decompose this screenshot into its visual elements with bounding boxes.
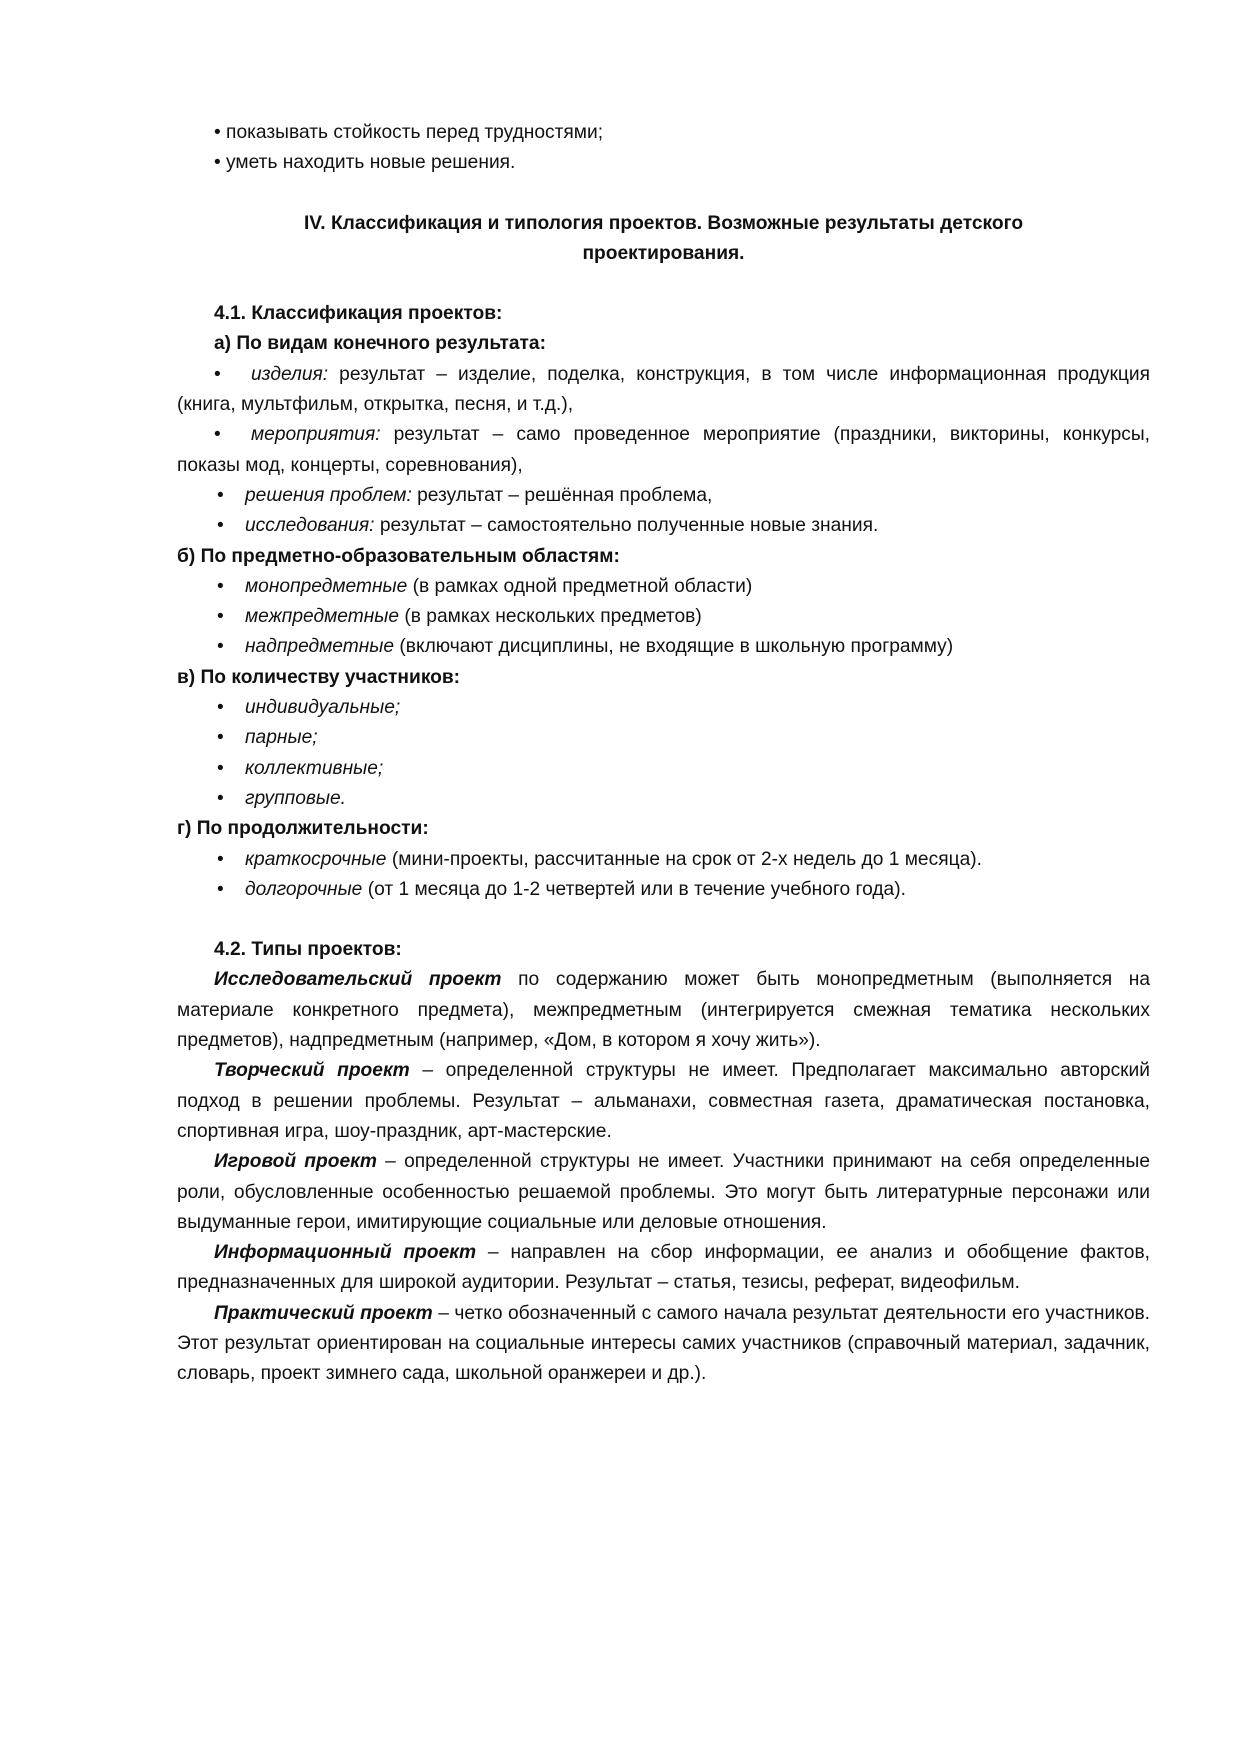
list-item — [177, 723, 1150, 753]
project-type-term: Практический проект — [214, 1302, 433, 1324]
section-title: IV. Классификация и типология проектов. Возможные результаты детского проектирования. — [303, 212, 1024, 264]
item-text: (мини-проекты, рассчитанные на срок от 2-х недель до 1 месяца). — [386, 848, 982, 870]
project-type-paragraph — [177, 1238, 1150, 1299]
list-item — [177, 420, 1150, 481]
project-type-term: Игровой проект — [214, 1151, 377, 1173]
bullet-icon: • — [214, 363, 221, 385]
bullet-icon: • — [217, 878, 224, 900]
bullet-icon: • — [217, 606, 224, 628]
item-term: надпредметные — [245, 636, 395, 658]
item-text: результат – изделие, поделка, конструкция, в том числе информационная продукция (книга, мультфильм, открытка, песня, и т.д.), — [177, 363, 1150, 416]
project-type-paragraph — [177, 1299, 1150, 1390]
project-type-term: Информационный проект — [214, 1242, 477, 1264]
group-heading-a: а) По видам конечного результата: — [214, 333, 546, 355]
project-type-paragraph — [177, 1147, 1150, 1238]
list-item — [177, 875, 1150, 905]
list-item — [177, 360, 1150, 421]
project-type-term: Исследовательский проект — [214, 969, 502, 991]
item-term: межпредметные — [245, 606, 400, 628]
bullet-icon: • — [217, 697, 224, 719]
bullet-icon: • — [217, 636, 224, 658]
spacer — [177, 905, 1150, 935]
list-item — [177, 632, 1150, 662]
project-type-text: – определенной структуры не имеет. Участники принимают на себя определенные роли, обусловленные особенностью решаемой проблемы. Это могут быть литературные персонажи или выдуманные герои, имитирующие социальные или деловые отношения. — [177, 1151, 1150, 1233]
project-type-term: Творческий проект — [214, 1060, 410, 1082]
bullet-icon: • — [217, 787, 224, 809]
item-text: результат – самостоятельно полученные новые знания. — [374, 515, 879, 537]
list-item — [177, 845, 1150, 875]
bullet-icon: • — [217, 484, 224, 506]
item-term: решения проблем: — [245, 484, 412, 506]
list-item — [177, 693, 1150, 723]
item-term: долгорочные — [245, 878, 363, 900]
bullet-icon: • — [217, 848, 224, 870]
project-type-text: – определенной структуры не имеет. Предполагает максимально авторский подход в решении проблемы. Результат – альманахи, совместная газета, драматическая постановка, спортивная игра, шоу-праздник, арт-мастерские. — [177, 1060, 1150, 1142]
bullet-icon: • — [217, 757, 224, 779]
project-type-text: – четко обозначенный с самого начала результат деятельности его участников. Этот результат ориентирован на социальные интересы самих участников (справочный материал, задачник, словарь, проект зимнего сада, школьной оранжереи и др.). — [177, 1302, 1151, 1385]
list-item — [177, 572, 1150, 602]
bullet-icon: • — [214, 424, 221, 446]
group-heading-b: б) По предметно-образовательным областям: — [177, 545, 620, 567]
bullet-icon: • — [217, 515, 224, 537]
project-type-paragraph — [177, 965, 1150, 1056]
item-text: результат – решённая проблема, — [411, 484, 713, 506]
bullet-icon: • — [217, 727, 224, 749]
project-type-paragraph — [177, 1056, 1150, 1147]
subsection-heading-4-2: 4.2. Типы проектов: — [214, 939, 402, 961]
item-term: индивидуальные; — [245, 697, 401, 719]
item-term: краткосрочные — [245, 848, 387, 870]
bullet-icon: • — [217, 575, 224, 597]
item-term: коллективные; — [245, 757, 384, 779]
item-text: (от 1 месяца до 1-2 четвертей или в течение учебного года). — [362, 878, 906, 900]
item-text: результат – само проведенное мероприятие (праздники, викторины, конкурсы, показы мод, концерты, соревнования), — [177, 424, 1150, 476]
item-term: исследования: — [245, 515, 375, 537]
document-page — [177, 118, 1150, 1390]
item-term: изделия: — [251, 363, 329, 385]
item-term: парные; — [245, 727, 318, 749]
list-item — [177, 784, 1150, 814]
subsection-heading-4-1: 4.1. Классификация проектов: — [214, 303, 503, 325]
list-item — [177, 602, 1150, 632]
list-item — [177, 511, 1150, 541]
item-text: (в рамках нескольких предметов) — [399, 606, 702, 628]
item-text: (включают дисциплины, не входящие в школьную программу) — [394, 636, 954, 658]
project-type-text: – направлен на сбор информации, ее анализ и обобщение фактов, предназначенных для широкой аудитории. Результат – статья, тезисы, реферат, видеофильм. — [177, 1242, 1150, 1294]
item-term: групповые. — [245, 787, 347, 809]
spacer — [177, 269, 1150, 299]
project-type-text: по содержанию может быть монопредметным (выполняется на материале конкретного предмета), межпредметным (интегрируется смежная тематика нескольких предметов), надпредметным (например, «Дом, в котором я хочу жить»). — [177, 969, 1150, 1052]
item-text: (в рамках одной предметной области) — [407, 575, 753, 597]
intro-bullet: • уметь находить новые решения. — [214, 152, 516, 174]
list-item — [177, 481, 1150, 511]
intro-bullet: • показывать стойкость перед трудностями; — [214, 122, 604, 143]
list-item — [177, 754, 1150, 784]
item-term: монопредметные — [245, 575, 408, 597]
item-term: мероприятия: — [251, 424, 381, 446]
group-heading-d: г) По продолжительности: — [177, 818, 429, 840]
group-heading-c: в) По количеству участников: — [177, 666, 461, 688]
